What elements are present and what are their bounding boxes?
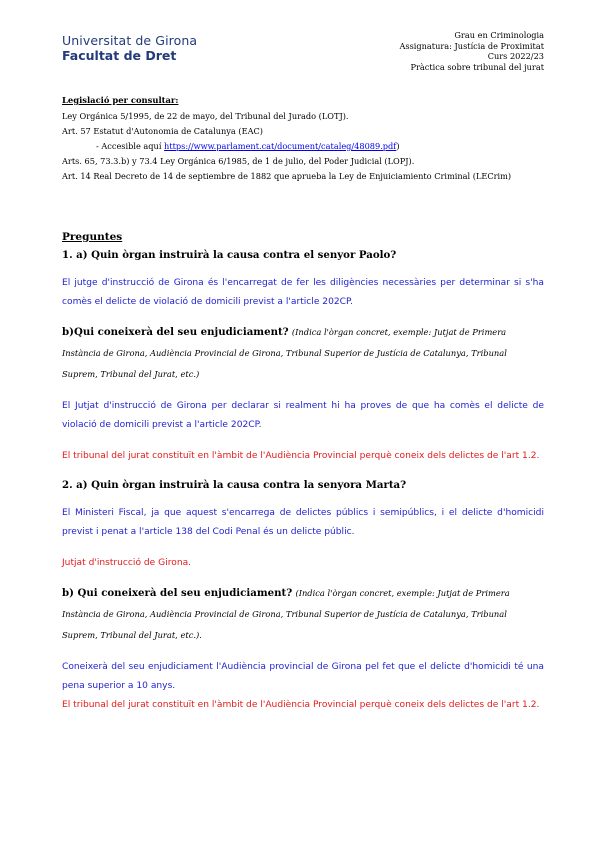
- course-subject: Assignatura: Justícia de Proximitat: [399, 40, 544, 51]
- question-1b-block: [62, 322, 544, 385]
- question-2a: 2. a) Quin òrgan instruirà la causa contra la senyora Marta?: [62, 479, 407, 491]
- course-info: [399, 30, 544, 72]
- question-1b: b)Qui coneixerà del seu enjudiciament?: [62, 326, 289, 338]
- question-2b-block: [62, 583, 544, 646]
- answer-2b-blue: Coneixerà del seu enjudiciament l'Audiència provincial de Girona pel fet que el delicte d'homicidi té una pena superior a 10 anys.: [62, 662, 544, 691]
- link-suffix: ): [396, 140, 400, 151]
- questions-section: [62, 231, 544, 715]
- course-degree: Grau en Criminologia: [454, 30, 544, 40]
- parlament-link[interactable]: https://www.parlament.cat/document/cataleg/48089.pdf: [164, 140, 397, 151]
- legislation-title: Legislació per consultar:: [62, 95, 179, 105]
- questions-title: Preguntes: [62, 231, 123, 243]
- answer-1a: El jutge d'instrucció de Girona és l'encarregat de fer les diligències necessàries per determinar si s'ha comès el delicte de violació de domicili previst a l'article 202CP.: [62, 278, 544, 307]
- legislation-section: [62, 95, 552, 186]
- answer-2a-red: Jutjat d'instrucció de Girona.: [62, 558, 192, 568]
- question-1a: 1. a) Quin òrgan instruirà la causa contra el senyor Paolo?: [62, 249, 397, 261]
- legislation-item: Art. 57 Estatut d'Autonomia de Catalunya (EAC): [62, 125, 263, 136]
- university-logo: [62, 34, 197, 63]
- logo-university-name: Universitat de Girona: [62, 33, 198, 48]
- link-prefix: - Accesible aquí: [96, 140, 165, 151]
- legislation-item: Ley Orgánica 5/1995, de 22 de mayo, del Tribunal del Jurado (LOTJ).: [62, 110, 349, 121]
- course-practice: Pràctica sobre tribunal del jurat: [410, 61, 544, 72]
- legislation-item: Art. 14 Real Decreto de 14 de septiembre de 1882 que aprueba la Ley de Enjuiciamiento Criminal (LECrim): [62, 170, 512, 181]
- answer-2a-blue: El Ministeri Fiscal, ja que aquest s'encarrega de delictes públics i semipúblics, i el delicte d'homicidi previst i penat a l'article 138 del Codi Penal és un delicte públic.: [62, 508, 544, 537]
- legislation-item: Arts. 65, 73.3.b) y 73.4 Ley Orgánica 6/1985, de 1 de julio, del Poder Judicial (LOPJ).: [62, 155, 415, 166]
- question-1b-note: (Indica l'òrgan concret, exemple: Jutjat de Primera Instància de Girona, Audiència Provincial de Girona, Tribunal Superior de Justícia de Catalunya, Tribunal Suprem, Tribunal del Jurat, etc.): [62, 327, 507, 379]
- answer-2b-red: El tribunal del jurat constituït en l'àmbit de l'Audiència Provincial perquè coneix dels delictes de l'art 1.2.: [62, 700, 540, 710]
- logo-faculty-name: Facultat de Dret: [62, 48, 177, 63]
- answer-1b-blue: El Jutjat d'instrucció de Girona per declarar si realment hi ha proves de que ha comès el delicte de violació de domicili previst a l'article 202CP.: [62, 401, 544, 430]
- question-2b: b) Qui coneixerà del seu enjudiciament?: [62, 587, 293, 599]
- legislation-link-line: [62, 141, 552, 153]
- answer-1b-red: El tribunal del jurat constituït en l'àmbit de l'Audiència Provincial perquè coneix dels delictes de l'art 1.2.: [62, 451, 540, 461]
- course-year: Curs 2022/23: [487, 51, 544, 62]
- question-2b-note: (Indica l'òrgan concret, exemple: Jutjat de Primera Instància de Girona, Audiència Provincial de Girona, Tribunal Superior de Justícia de Catalunya, Tribunal Suprem, Tribunal del Jurat, etc.).: [62, 588, 510, 640]
